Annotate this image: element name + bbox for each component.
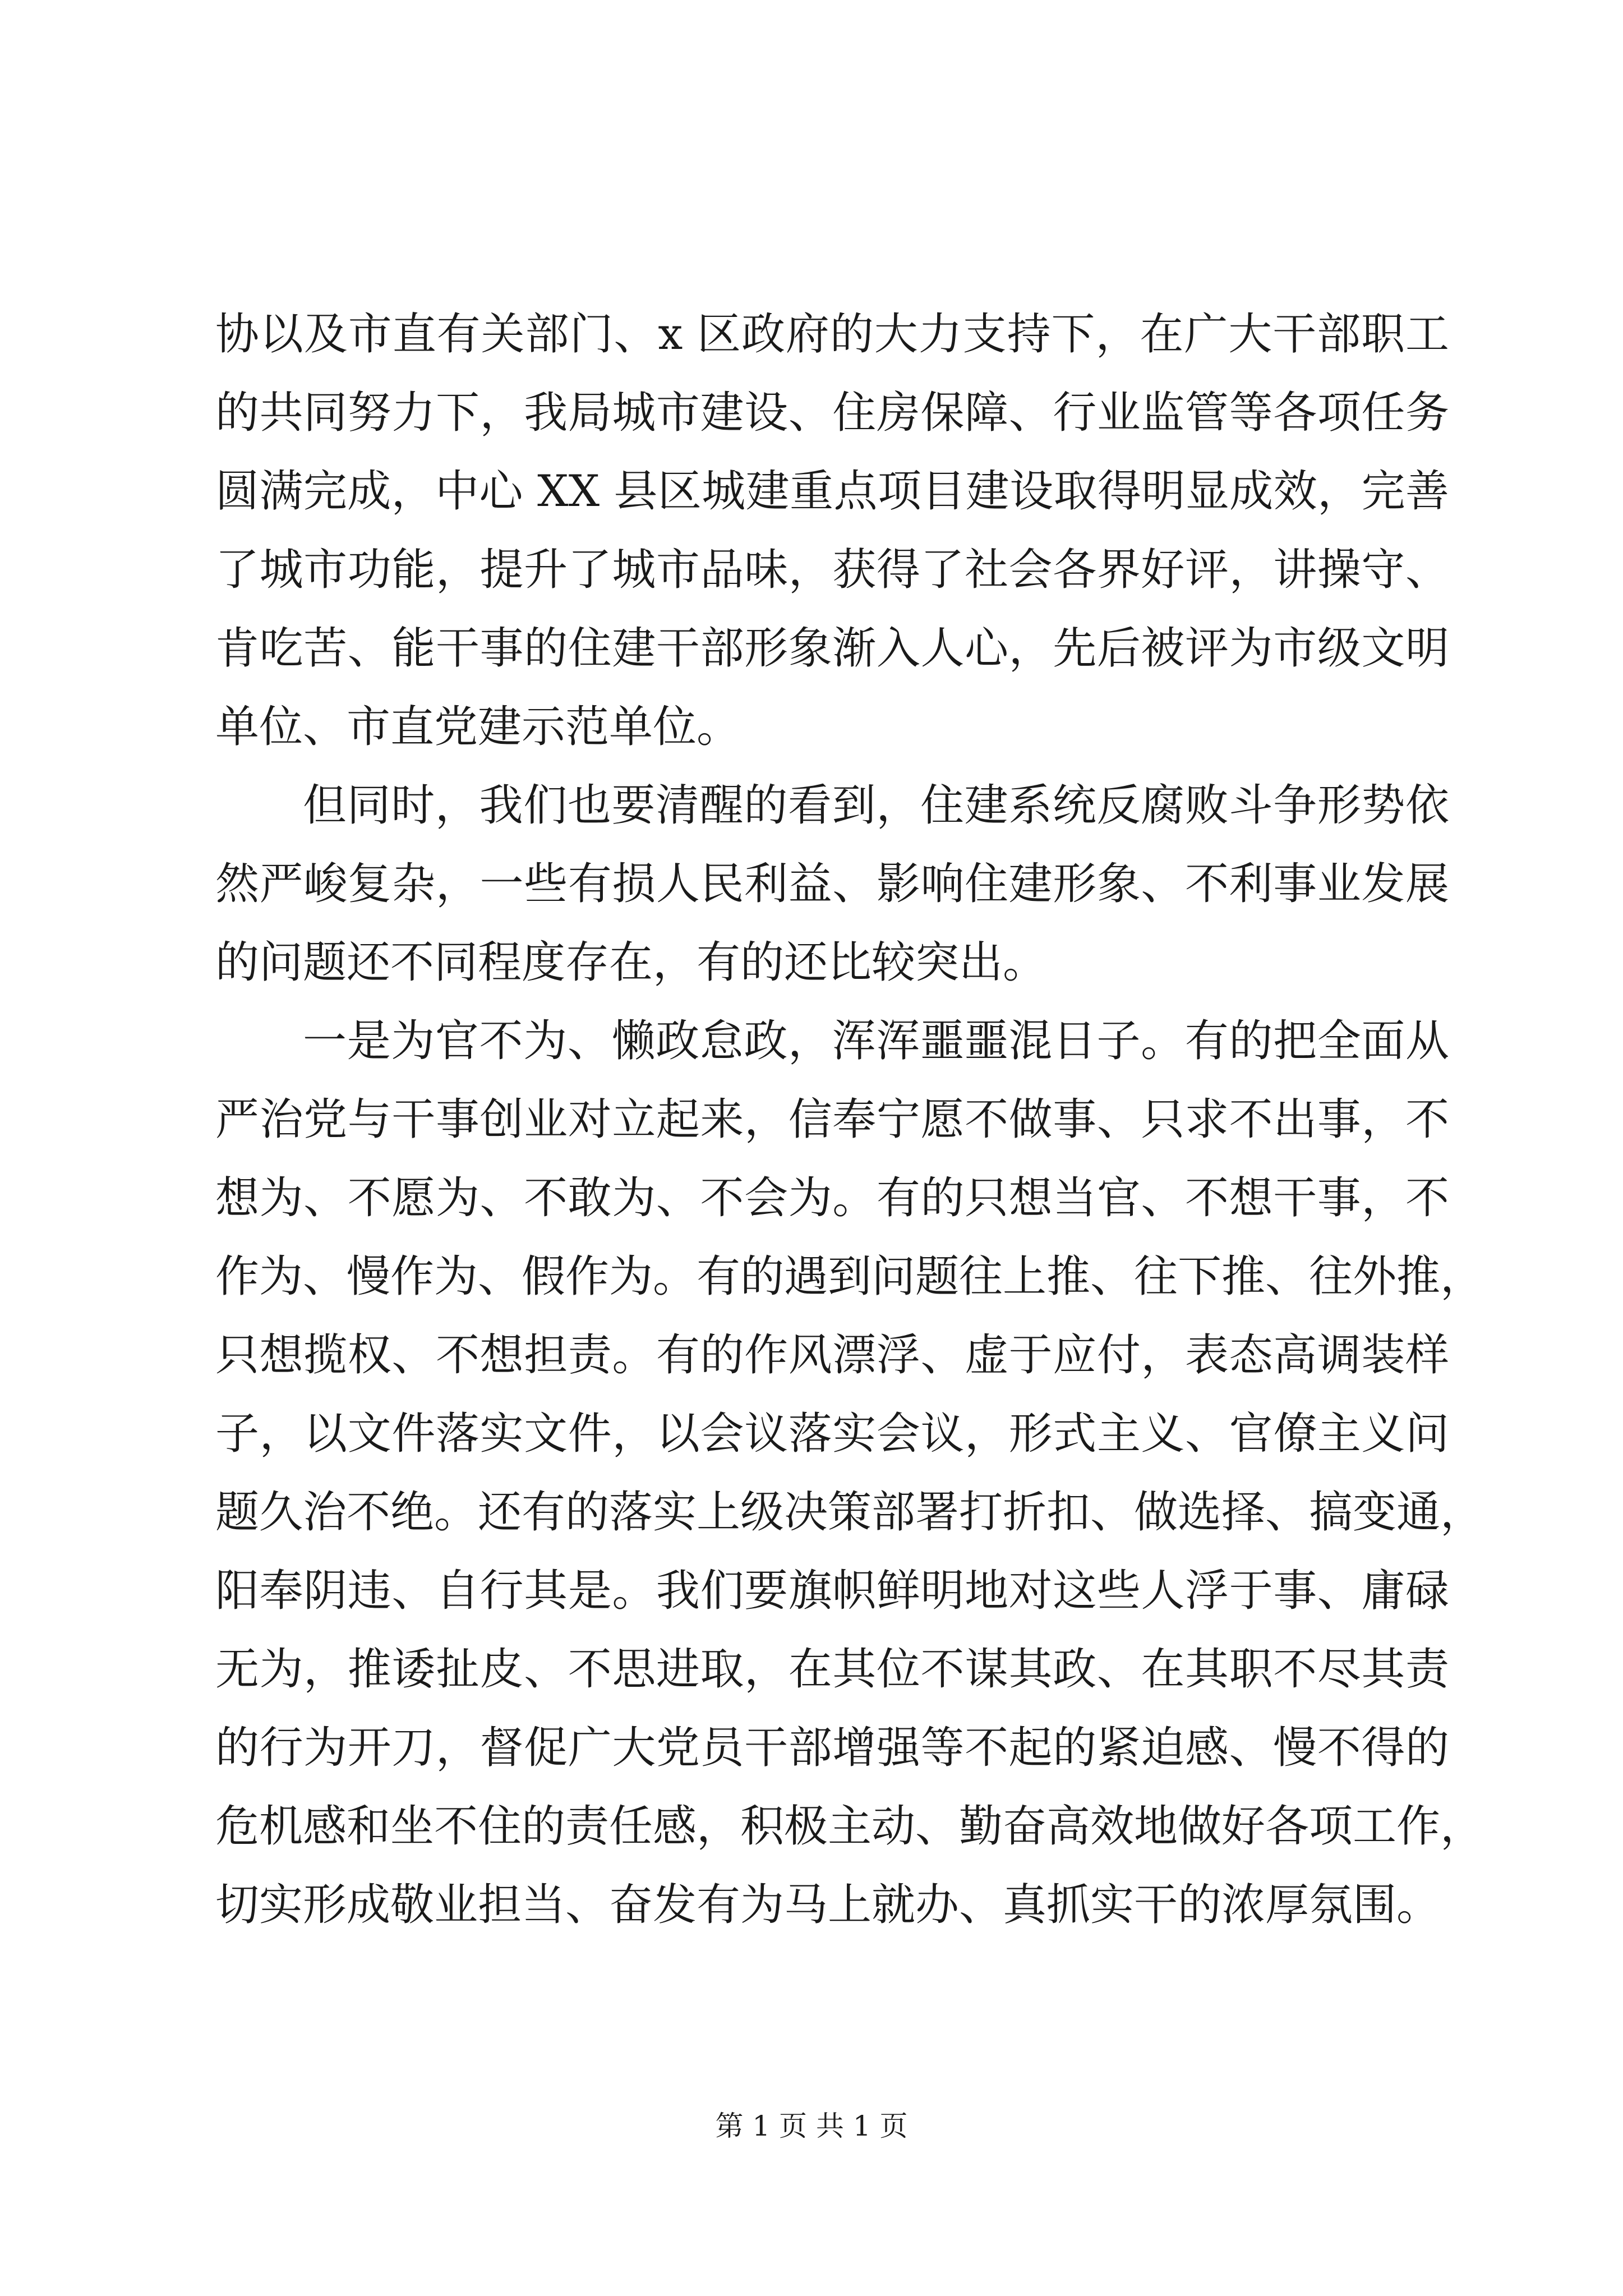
text-line: 了城市功能，提升了城市品味，获得了社会各界好评，讲操守、 [215, 545, 1449, 595]
text-line: 阳奉阴违、自行其是。我们要旗帜鲜明地对这些人浮于事、庸碌 [215, 1566, 1449, 1616]
text-line: 想为、不愿为、不敢为、不会为。有的只想当官、不想干事，不 [215, 1173, 1449, 1223]
text-line: 圆满完成，中心 XX 县区城建重点项目建设取得明显成效，完善 [215, 466, 1449, 517]
text-line: 子，以文件落实文件，以会议落实会议，形式主义、官僚主义问 [215, 1409, 1449, 1459]
text-line: 只想揽权、不想担责。有的作风漂浮、虚于应付，表态高调装样 [215, 1330, 1449, 1381]
text-line: 单位、市直党建示范单位。 [215, 702, 741, 752]
document-body [215, 295, 1484, 1944]
paragraph-1 [215, 295, 1449, 766]
text-line: 严治党与干事创业对立起来，信奉宁愿不做事、只求不出事，不 [215, 1094, 1449, 1145]
paragraph-2 [215, 766, 1449, 1002]
text-line: 一是为官不为、懒政怠政，浑浑噩噩混日子。有的把全面从 [303, 1016, 1449, 1066]
page-number-footer: 第 1 页 共 1 页 [715, 2110, 908, 2142]
text-line: 作为、慢作为、假作为。有的遇到问题往上推、往下推、往外推， [215, 1251, 1484, 1302]
text-line: 题久治不绝。还有的落实上级决策部署打折扣、做选择、搞变通， [215, 1487, 1484, 1538]
text-line: 肯吃苦、能干事的住建干部形象渐入人心，先后被评为市级文明 [215, 623, 1449, 674]
text-line: 协以及市直有关部门、x 区政府的大力支持下，在广大干部职工 [215, 309, 1449, 360]
text-line: 的问题还不同程度存在，有的还比较突出。 [215, 937, 1047, 988]
text-line: 但同时，我们也要清醒的看到，住建系统反腐败斗争形势依 [303, 780, 1449, 831]
text-line: 的行为开刀，督促广大党员干部增强等不起的紧迫感、慢不得的 [215, 1723, 1449, 1773]
paragraph-3 [215, 1002, 1484, 1944]
text-line: 危机感和坐不住的责任感，积极主动、勤奋高效地做好各项工作， [215, 1801, 1484, 1852]
text-line: 无为，推诿扯皮、不思进取，在其位不谋其政、在其职不尽其责 [215, 1644, 1449, 1695]
text-line: 然严峻复杂，一些有损人民利益、影响住建形象、不利事业发展 [215, 859, 1449, 909]
text-line: 切实形成敬业担当、奋发有为马上就办、真抓实干的浓厚氛围。 [215, 1880, 1441, 1930]
text-line: 的共同努力下，我局城市建设、住房保障、行业监管等各项任务 [215, 388, 1449, 438]
